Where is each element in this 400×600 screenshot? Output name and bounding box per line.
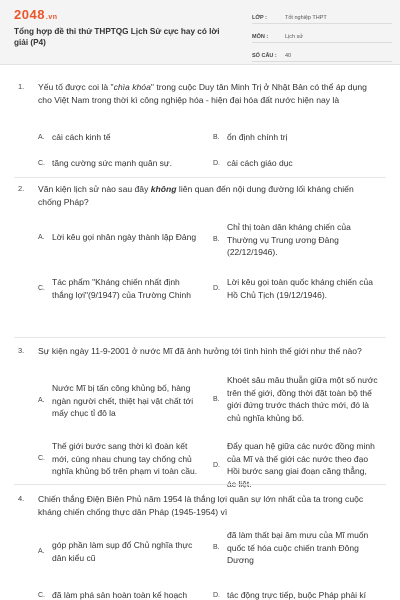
question-divider [14, 337, 386, 338]
question-text-emphasis: chìa khóa [113, 82, 151, 92]
option-text: cải cách giáo dục [227, 158, 293, 168]
question-text: Sự kiện ngày 11-9-2001 ở nước Mĩ đã ảnh hưởng tới tình hình thế giới như thế nào? [38, 346, 362, 356]
option-letter: C. [38, 455, 45, 463]
option-d[interactable] [213, 157, 293, 170]
meta-value: Lịch sử [285, 34, 304, 40]
meta-label: SỐ CÂU : [252, 53, 277, 59]
option-c[interactable] [38, 276, 203, 301]
option-text: góp phần làm sụp đổ Chủ nghĩa thực dân kiểu cũ [52, 540, 193, 563]
option-text: Chỉ thị toàn dân kháng chiến của Thường vụ Trung ương Đảng (22/12/1946). [227, 222, 351, 257]
option-a[interactable] [38, 539, 203, 564]
option-a[interactable] [38, 231, 198, 244]
option-letter: D. [213, 461, 220, 469]
meta-label: LỚP : [252, 15, 267, 21]
option-b[interactable] [213, 221, 378, 259]
option-letter: C. [38, 159, 45, 167]
option-d[interactable] [213, 276, 378, 301]
option-letter: A. [38, 548, 45, 555]
option-letter: D. [213, 285, 220, 292]
meta-row-class [252, 9, 392, 24]
option-b[interactable] [213, 131, 287, 144]
question-text-emphasis: không [150, 184, 177, 194]
option-text: Tác phẩm "Kháng chiến nhất định thắng lợi"(9/1947) của Trường Chinh [52, 277, 191, 300]
option-text: đã làm phá sản hoàn toàn kế hoạch [52, 590, 188, 600]
question-text [38, 81, 378, 107]
option-text: tăng cường sức mạnh quân sự. [52, 158, 172, 168]
logo-text: 2048 [14, 7, 45, 22]
question-number: 3. [18, 346, 25, 355]
option-c[interactable] [38, 589, 203, 600]
question-text: Chiến thắng Điện Biên Phủ năm 1954 là thắng lợi quân sự lớn nhất của ta trong cuộc kháng chiến chống thực dân Pháp (1945-1954) vì [38, 494, 364, 517]
option-letter: B. [213, 133, 220, 141]
option-letter: B. [213, 544, 220, 552]
option-letter: B. [213, 236, 220, 244]
option-text: Thế giới bước sang thời kì đoàn kết mới, cùng nhau chung tay chống chủ nghĩa khủng bố trên phạm vi toàn cầu. [52, 441, 198, 476]
option-c[interactable] [38, 440, 203, 478]
option-a[interactable] [38, 382, 203, 420]
question-divider [14, 177, 386, 178]
document-meta [252, 9, 392, 66]
option-letter: A. [38, 397, 45, 405]
option-c[interactable] [38, 157, 172, 170]
option-text: Nước Mĩ bị tấn công khủng bố, hàng ngàn người chết, thiệt hại vật chất tới mấy chục tỉ đô la [52, 383, 194, 418]
option-b[interactable] [213, 529, 378, 567]
option-letter: D. [213, 591, 220, 599]
option-a[interactable] [38, 131, 111, 144]
question-number: 2. [18, 184, 25, 193]
question-number: 1. [18, 82, 25, 91]
meta-value: 40 [285, 53, 292, 59]
meta-row-count [252, 47, 392, 62]
option-text: Khoét sâu mâu thuẫn giữa một số nước trên thế giới, đồng thời đặt toàn bộ thế giới đứng trước thách thức mới, đó là chủ nghĩa khủng bố. [227, 375, 378, 423]
page-header [0, 0, 400, 65]
option-b[interactable] [213, 374, 378, 424]
option-text: ổn định chính trị [227, 132, 288, 142]
option-letter: B. [213, 395, 220, 403]
option-letter: C. [38, 591, 45, 599]
meta-row-subject [252, 28, 392, 43]
option-text: tác động trực tiếp, buộc Pháp phải kí [227, 590, 366, 600]
logo-tld: .vn [45, 14, 58, 21]
option-text: đã làm thất bại âm mưu của Mĩ muốn quốc tế hóa cuộc chiến tranh Đông Dương [227, 530, 369, 565]
option-text: cải cách kinh tế [52, 132, 111, 142]
question-text-part: Văn kiện lịch sử nào sau đây [38, 184, 151, 194]
option-letter: D. [213, 159, 220, 167]
question-text [38, 183, 378, 209]
question-divider [14, 484, 386, 485]
option-d[interactable] [213, 589, 378, 600]
meta-label: MÔN : [252, 34, 269, 40]
question-text-part: liên quan đến nội dung đường lối kháng chiến chống Pháp? [38, 184, 354, 207]
document-title: Tổng hợp đề thi thử THPTQG Lịch Sử cực hay có lời giải (P4) [14, 27, 220, 47]
option-text: Lời kêu gọi toàn quốc kháng chiến của Hồ Chủ Tịch (19/12/1946). [227, 277, 373, 300]
option-letter: A. [38, 133, 45, 141]
option-d[interactable] [213, 440, 378, 490]
question-text-part: Yếu tố được coi là " [38, 82, 114, 92]
option-text: Lời kêu gọi nhân ngày thành lập Đảng [52, 232, 197, 242]
question-number: 4. [18, 494, 25, 503]
option-letter: A. [38, 233, 45, 241]
option-text: Đẩy quan hệ giữa các nước đồng minh của Mĩ và thế giới các nước theo đạo Hồi bước sang giai đoạn căng thẳng, [227, 441, 375, 476]
meta-value: Tốt nghiệp THPT [285, 15, 327, 21]
option-letter: C. [38, 285, 45, 292]
question-text-part: " trong cuộc Duy tân Minh Trị ở Nhật Bản có thể áp dụng cho Việt Nam trong thời kì công nghiệp hóa - hiện đại hóa đất nước hiện nay là [38, 82, 367, 105]
site-logo[interactable] [14, 7, 58, 22]
